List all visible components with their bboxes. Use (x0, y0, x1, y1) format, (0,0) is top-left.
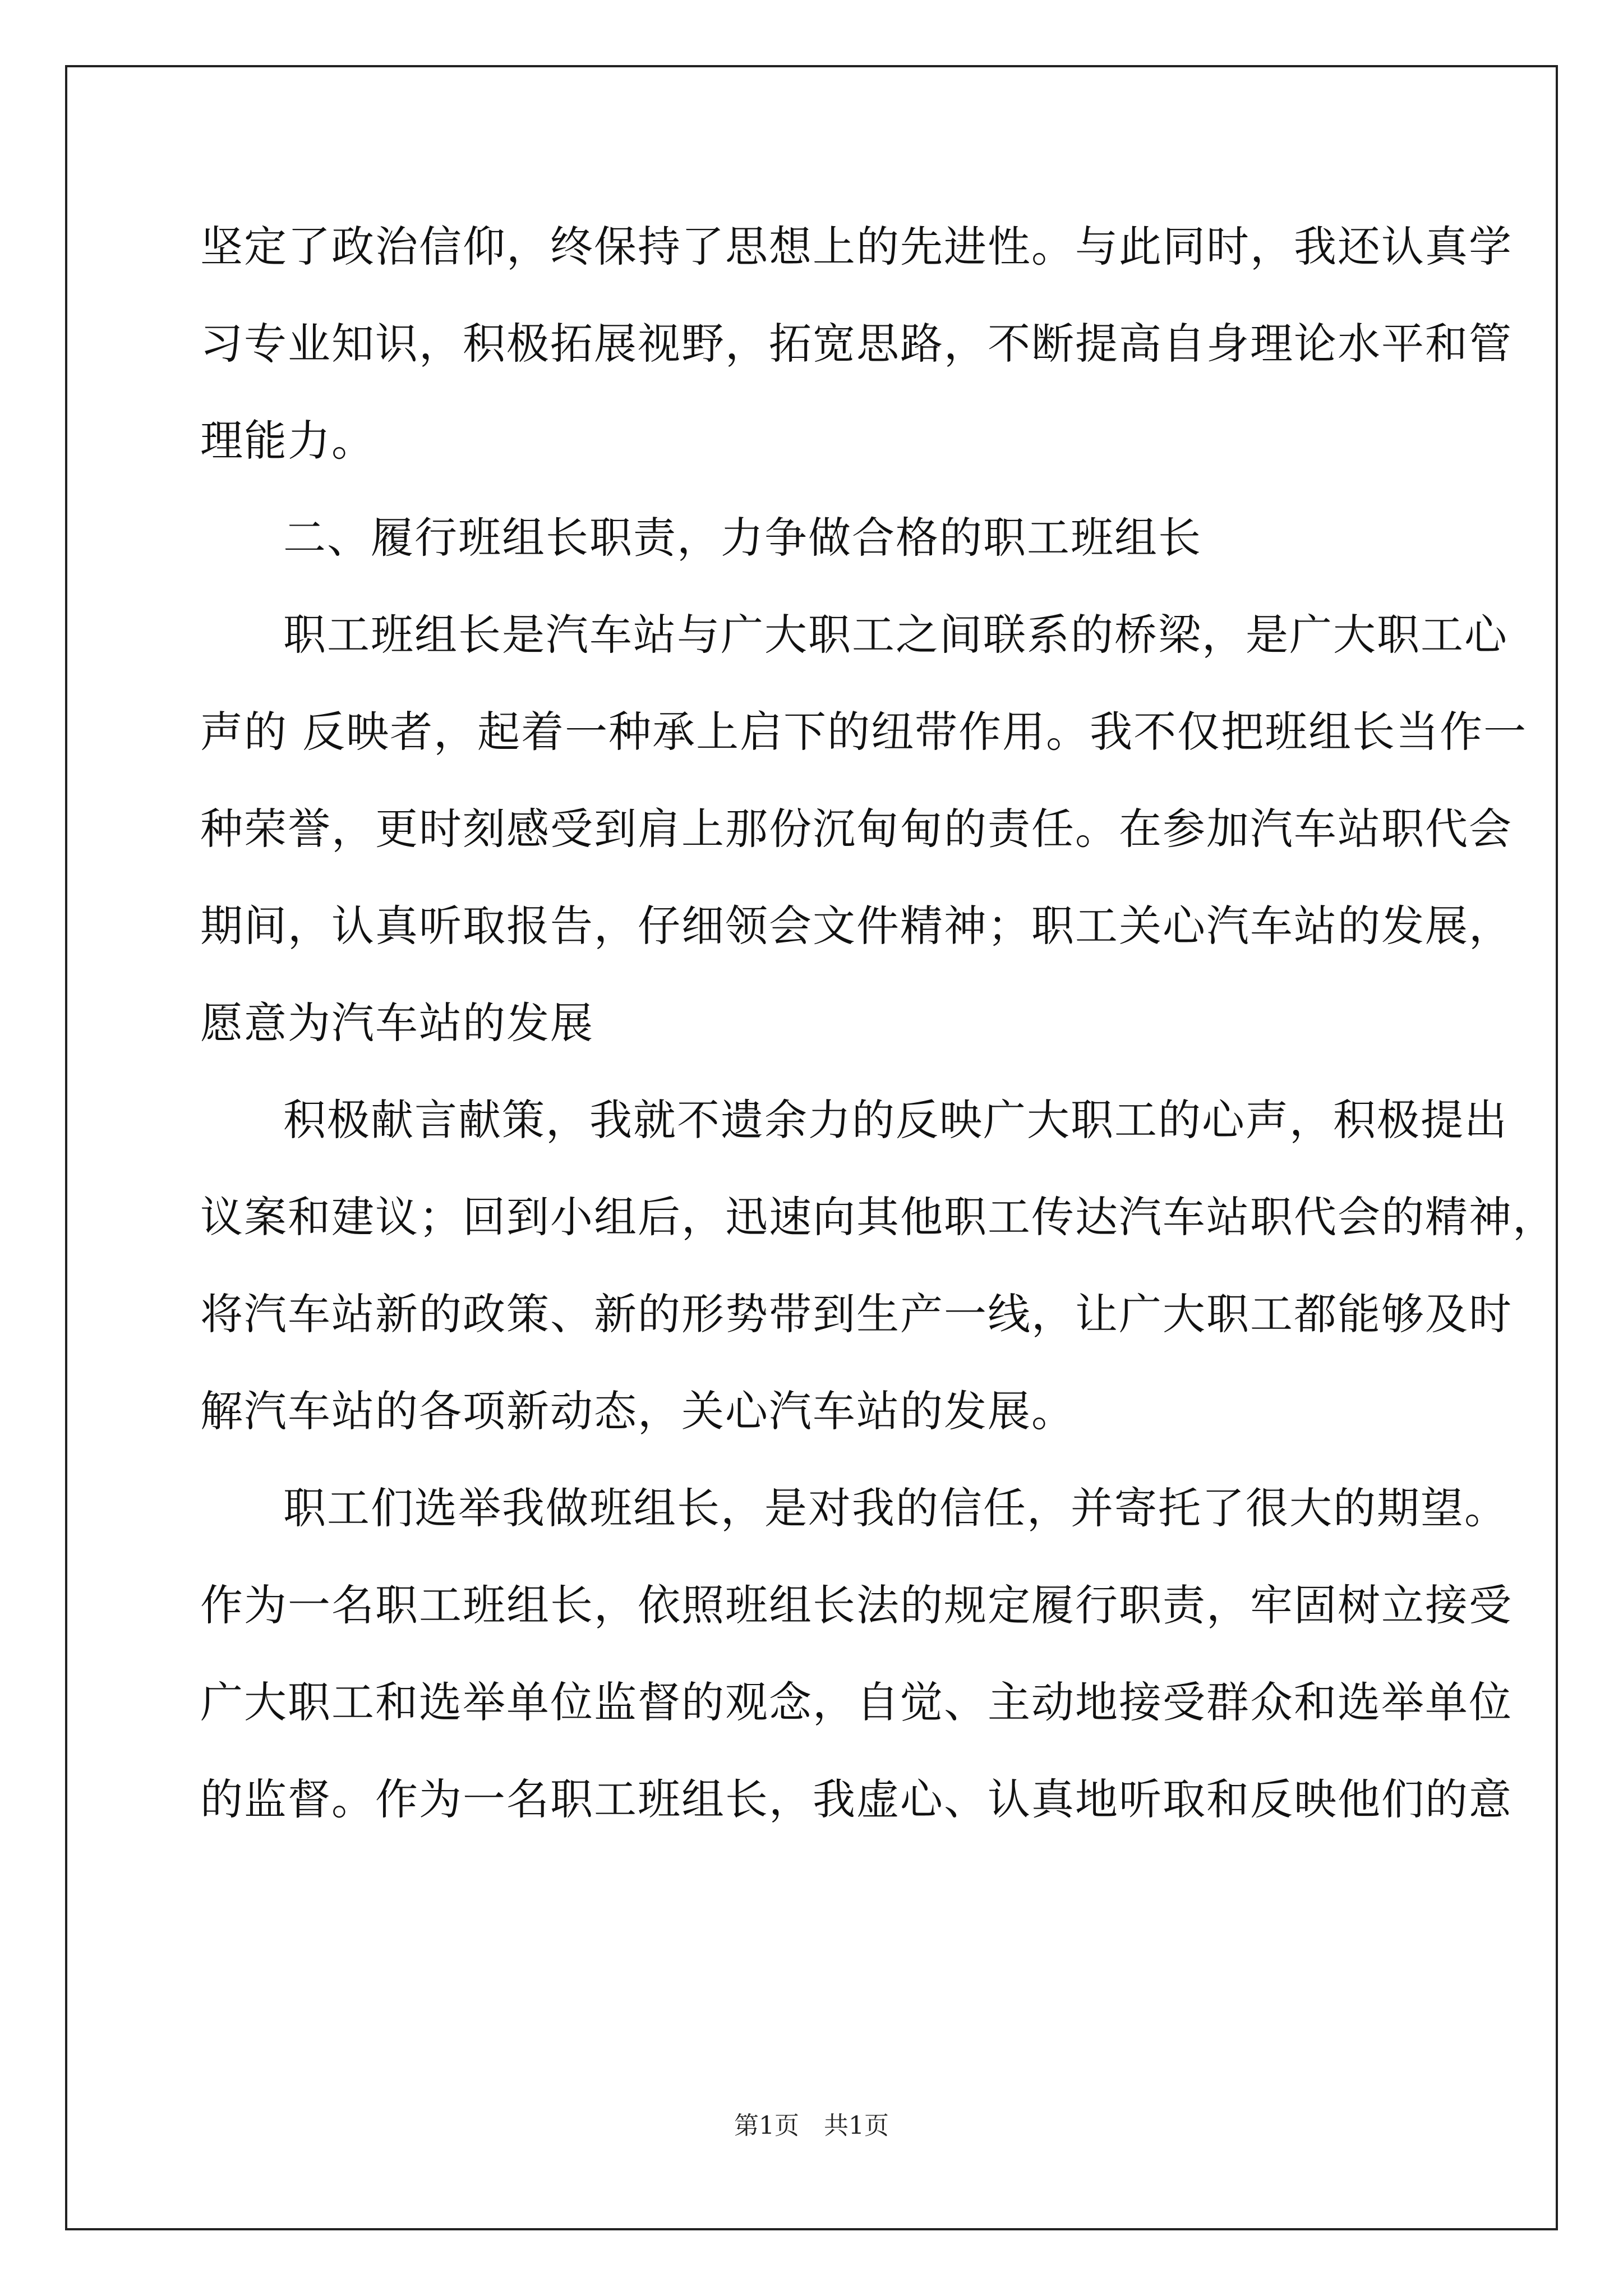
paragraph-line: 理能力。 (200, 416, 375, 466)
paragraph-line: 的监督。作为一名职工班组长，我虚心、认真地听取和反映他们的意 (200, 1774, 1513, 1824)
paragraph-line: 议案和建议；回到小组后，迅速向其他职工传达汽车站职代会的精神， (200, 1192, 1556, 1242)
paragraph-first-line: 二、履行班组长职责，力争做合格的职工班组长 (283, 513, 1202, 563)
paragraph-line: 作为一名职工班组长，依照班组长法的规定履行职责，牢固树立接受 (200, 1580, 1513, 1630)
paragraph-line: 愿意为汽车站的发展 (200, 998, 594, 1048)
paragraph-line: 解汽车站的各项新动态，关心汽车站的发展。 (200, 1386, 1075, 1436)
paragraph-line: 将汽车站新的政策、新的形势带到生产一线，让广大职工都能够及时 (200, 1289, 1513, 1339)
paragraph-line: 坚定了政治信仰，终保持了思想上的先进性。与此同时，我还认真学 (200, 222, 1513, 272)
paragraph-first-line: 积极献言献策，我就不遗余力的反映广大职工的心声，积极提出 (283, 1095, 1508, 1145)
paragraph-first-line: 职工班组长是汽车站与广大职工之间联系的桥梁，是广大职工心 (283, 610, 1508, 660)
paragraph-line: 期间，认真听取报告，仔细领会文件精神；职工关心汽车站的发展， (200, 901, 1513, 951)
page-footer: 第1页 共1页 (734, 2111, 889, 2140)
paragraph-line: 种荣誉，更时刻感受到肩上那份沉甸甸的责任。在参加汽车站职代会 (200, 804, 1513, 854)
paragraph-first-line: 职工们选举我做班组长，是对我的信任，并寄托了很大的期望。 (283, 1483, 1508, 1533)
document-body (200, 198, 1556, 1848)
paragraph-line: 习专业知识，积极拓展视野，拓宽思路，不断提高自身理论水平和管 (200, 319, 1513, 369)
paragraph-line: 声的 反映者，起着一种承上启下的纽带作用。我不仅把班组长当作一 (200, 707, 1528, 757)
paragraph-line: 广大职工和选举单位监督的观念，自觉、主动地接受群众和选举单位 (200, 1677, 1513, 1727)
